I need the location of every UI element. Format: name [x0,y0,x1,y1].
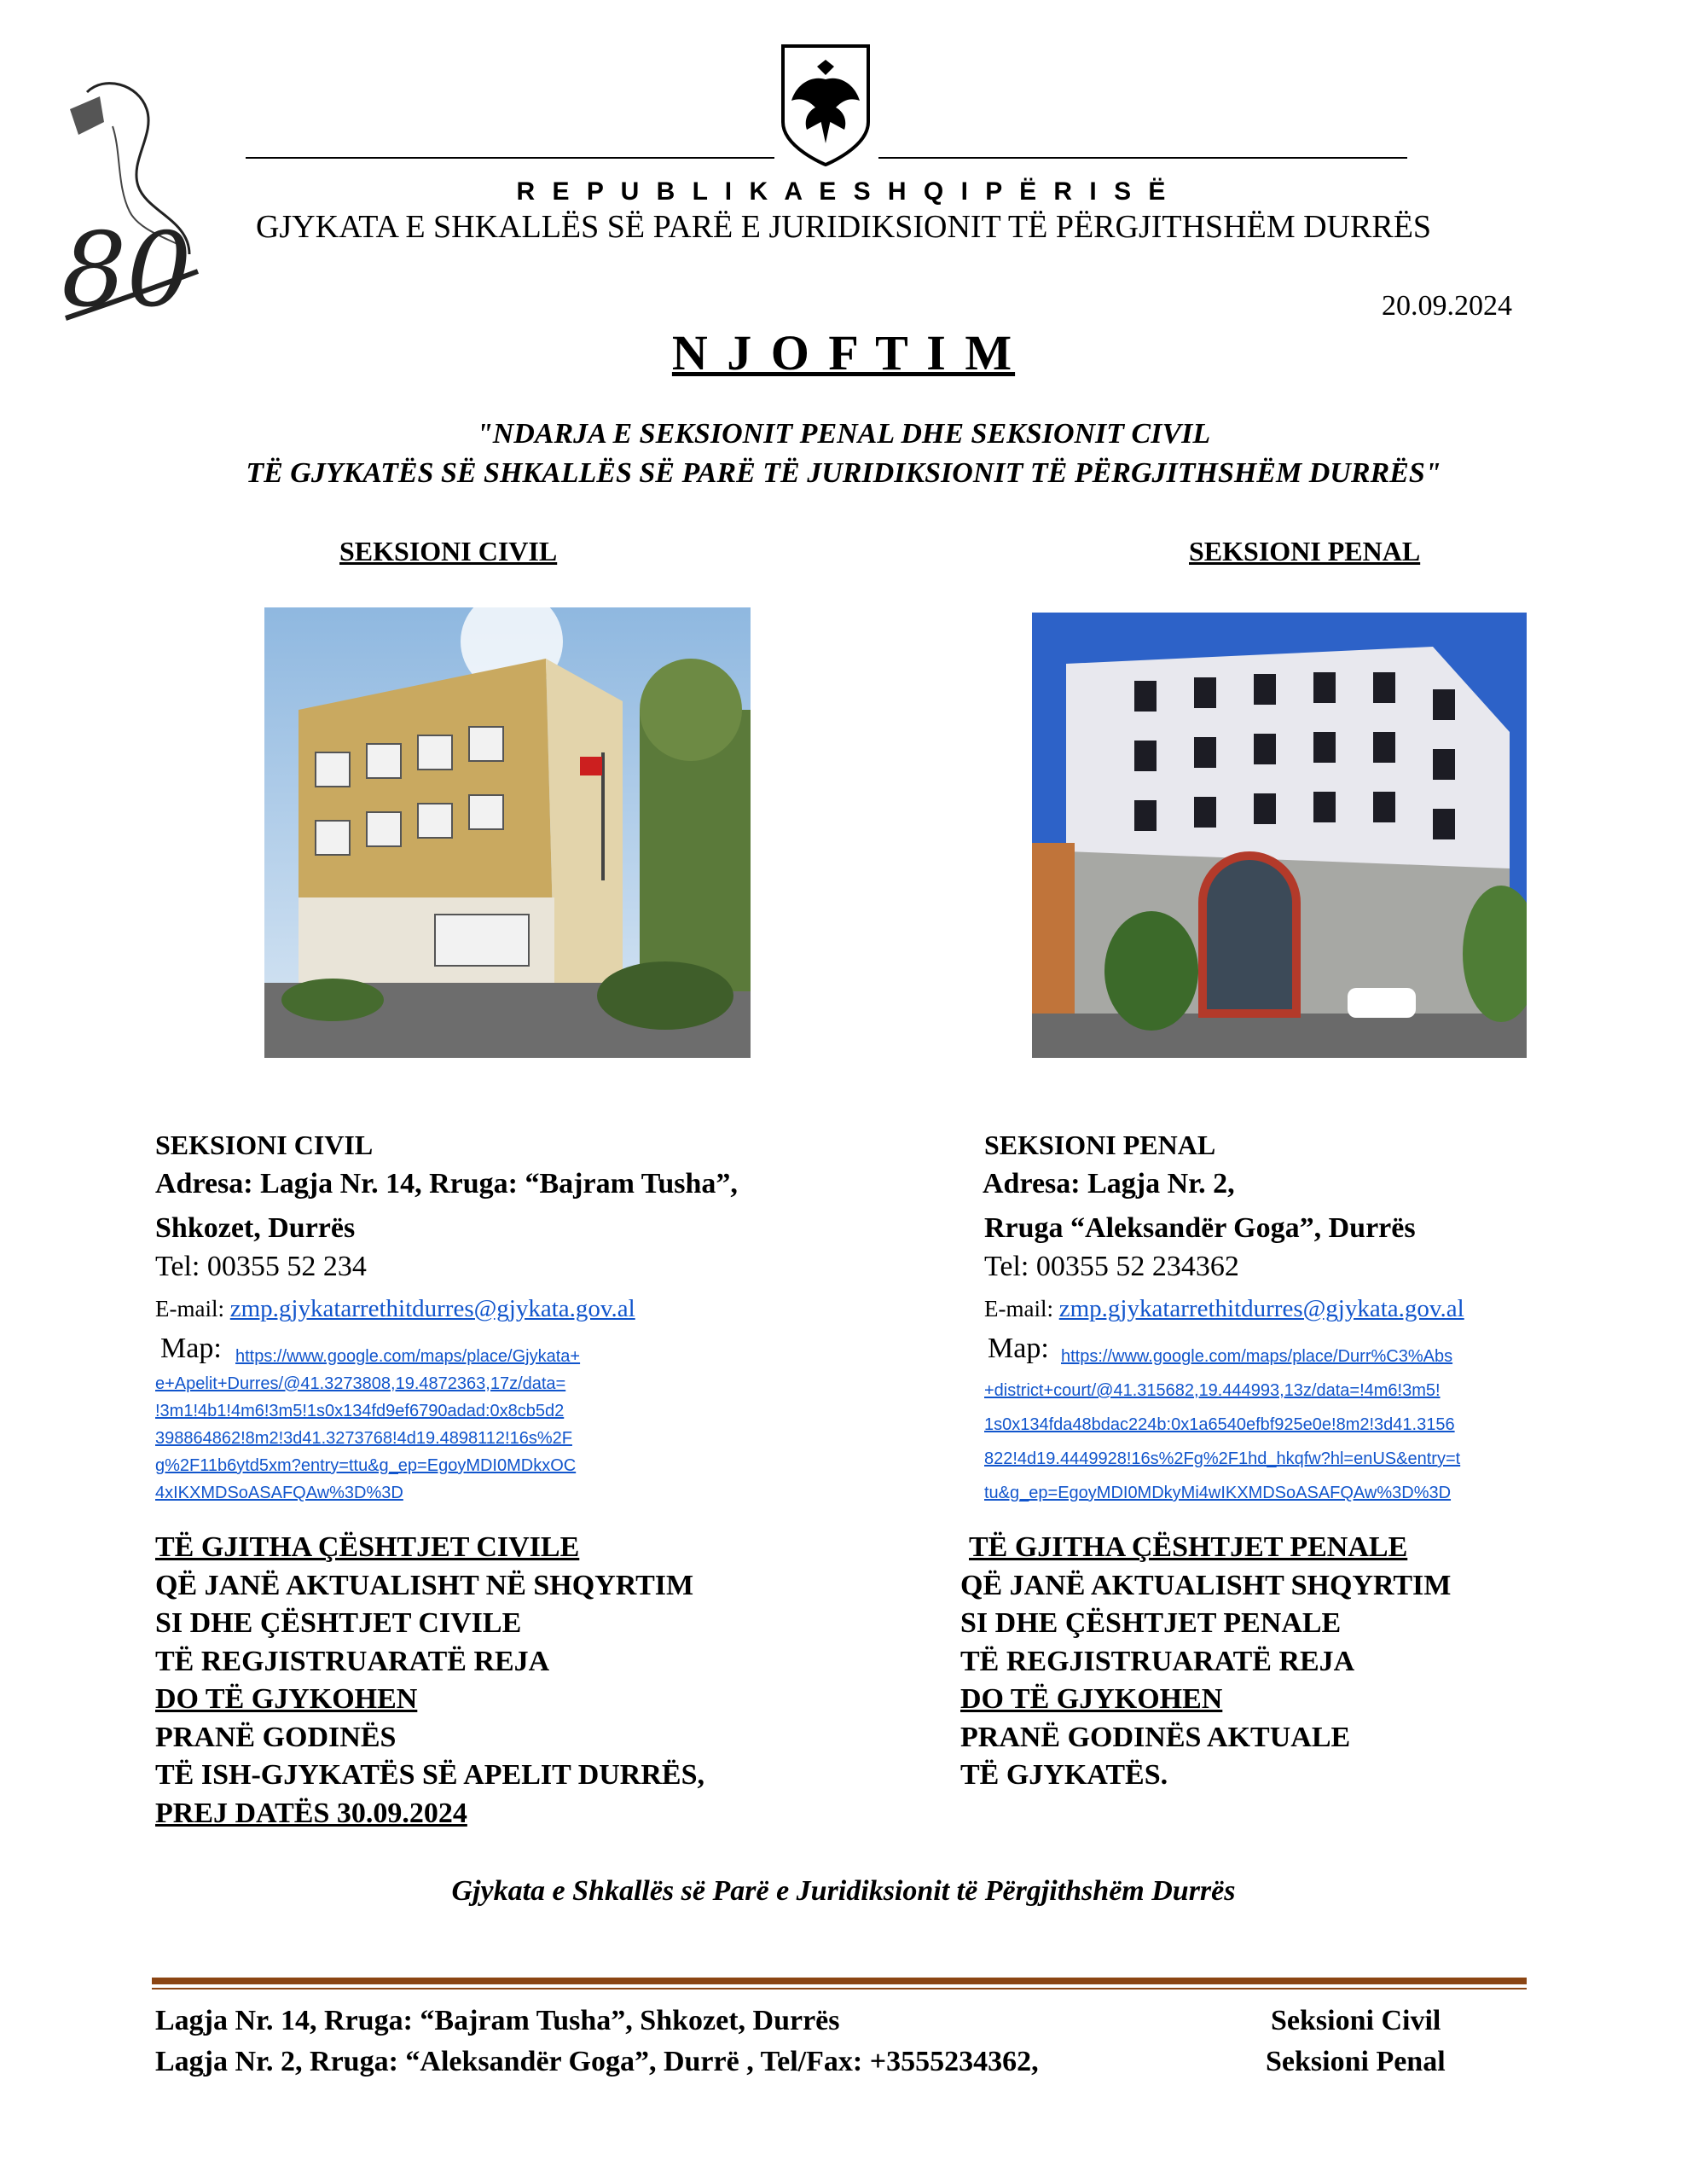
penal-building-photo [1032,613,1527,1058]
civil-email-row [155,1295,635,1323]
civil-address-line1: Adresa: Lagja Nr. 14, Rruga: “Bajram Tusha”, [155,1168,738,1199]
civil-map-url-line[interactable]: e+Apelit+Durres/@41.3273808,19.4872363,17z/data= [155,1374,566,1393]
footer-penal-address: Lagja Nr. 2, Rruga: “Aleksandër Goga”, Durrë , Tel/Fax: +3555234362, [155,2046,1039,2077]
civil-map-url-line[interactable]: https://www.google.com/maps/place/Gjykata+ [235,1347,581,1366]
penal-statement-line: QË JANË AKTUALISHT SHQYRTIM [960,1569,1452,1601]
penal-map-url-line[interactable]: https://www.google.com/maps/place/Durr%C3%Abs [1061,1347,1453,1366]
penal-map-link[interactable] [984,1343,1547,1507]
penal-map-label: Map: [988,1333,1049,1364]
footer-penal-section: Seksioni Penal [1266,2046,1446,2077]
civil-statement-line: QË JANË AKTUALISHT NË SHQYRTIM [155,1569,694,1601]
civil-statement-line: PREJ DATËS 30.09.2024 [155,1797,467,1829]
civil-email-label: E-mail: [155,1296,230,1321]
footer-civil-section: Seksioni Civil [1271,2005,1441,2036]
civil-statement [155,1529,704,1833]
civil-statement-line: PRANË GODINËS [155,1721,397,1753]
penal-section-heading: SEKSIONI PENAL [1189,536,1421,566]
penal-map-url-line[interactable]: 822!4d19.4449928!16s%2Fg%2F1hd_hkqfw?hl=enUS&entry=t [984,1449,1461,1468]
penal-map-url-line[interactable]: 1s0x134fda48bdac224b:0x1a6540efbf925e0e!8m2!3d41.3156 [984,1415,1455,1434]
civil-statement-line: TË ISH-GJYKATËS SË APELIT DURRËS, [155,1759,704,1791]
notice-subtitle-line1: "NDARJA E SEKSIONIT PENAL DHE SEKSIONIT CIVIL [476,418,1211,450]
civil-statement-line: TË REGJISTRUARATË REJA [155,1645,550,1677]
civil-map-url-line[interactable]: !3m1!4b1!4m6!3m5!1s0x134fd9ef6790adad:0x8cb5d2 [155,1402,565,1420]
country-name: R E P U B L I K A E S H Q I P Ë R I S Ë [516,177,1171,206]
penal-address-line2: Rruga “Aleksandër Goga”, Durrës [984,1212,1416,1244]
svg-text:80: 80 [61,212,192,322]
penal-map-url-line[interactable]: tu&g_ep=EgoyMDI0MDkyMi4wIKXMDSoASAFQAw%3D%3D [984,1484,1452,1502]
penal-label: SEKSIONI PENAL [984,1130,1216,1160]
signature: Gjykata e Shkallës së Parë e Juridiksionit të Përgjithshëm Durrës [451,1875,1236,1907]
civil-building-photo [264,607,751,1058]
penal-statement-line: TË REGJISTRUARATË REJA [960,1645,1355,1677]
header-rule-right [878,157,1407,159]
civil-map-url-line[interactable]: g%2F11b6ytd5xm?entry=ttu&g_ep=EgoyMDI0MDkxOC [155,1456,577,1475]
penal-statement-line: DO TË GJYKOHEN [960,1683,1223,1715]
penal-email-row [984,1295,1464,1323]
civil-address-line2: Shkozet, Durrës [155,1212,356,1244]
penal-tel: Tel: 00355 52 234362 [984,1251,1239,1282]
civil-map-link[interactable] [155,1343,684,1507]
civil-map-url-line[interactable]: 4xIKXMDSoASAFQAw%3D%3D [155,1484,403,1502]
penal-email-link[interactable]: zmp.gjykatarrethitdurres@gjykata.gov.al [1058,1295,1464,1322]
footer-rule [152,1978,1527,1984]
footer-rule-thin [152,1988,1527,1989]
civil-statement-line: DO TË GJYKOHEN [155,1683,418,1715]
penal-statement-line: TË GJYKATËS. [960,1759,1168,1791]
notice-date: 20.09.2024 [1382,290,1512,322]
penal-statement-line: SI DHE ÇËSHTJET PENALE [960,1607,1342,1639]
penal-email-label: E-mail: [984,1296,1059,1321]
penal-statement-line: TË GJITHA ÇËSHTJET PENALE [969,1531,1408,1563]
header-rule-left [246,157,774,159]
civil-tel: Tel: 00355 52 234 [155,1251,367,1282]
notice-title: N J O F T I M [671,325,1016,380]
penal-statement [960,1529,1451,1795]
footer-civil-address: Lagja Nr. 14, Rruga: “Bajram Tusha”, Shkozet, Durrës [155,2005,840,2036]
civil-section-heading: SEKSIONI CIVIL [339,536,558,566]
civil-label: SEKSIONI CIVIL [155,1130,374,1160]
penal-map-url-line[interactable]: +district+court/@41.315682,19.444993,13z/data=!4m6!3m5! [984,1381,1441,1400]
civil-map-url-line[interactable]: 398864862!8m2!3d41.3273768!4d19.4898112!16s%2F [155,1429,572,1448]
civil-statement-line: TË GJITHA ÇËSHTJET CIVILE [155,1531,580,1563]
notice-subtitle-line2: TË GJYKATËS SË SHKALLËS SË PARË TË JURIDIKSIONIT TË PËRGJITHSHËM DURRËS" [246,457,1441,489]
albanian-eagle-emblem-icon [778,41,873,169]
civil-statement-line: SI DHE ÇËSHTJET CIVILE [155,1607,522,1639]
penal-address-line1: Adresa: Lagja Nr. 2, [983,1168,1235,1199]
civil-map-label: Map: [160,1333,222,1364]
civil-email-link[interactable]: zmp.gjykatarrethitdurres@gjykata.gov.al [229,1295,635,1322]
penal-statement-line: PRANË GODINËS AKTUALE [960,1721,1351,1753]
court-name: GJYKATA E SHKALLËS SË PARË E JURIDIKSIONIT TË PËRGJITHSHËM DURRËS [255,209,1432,245]
